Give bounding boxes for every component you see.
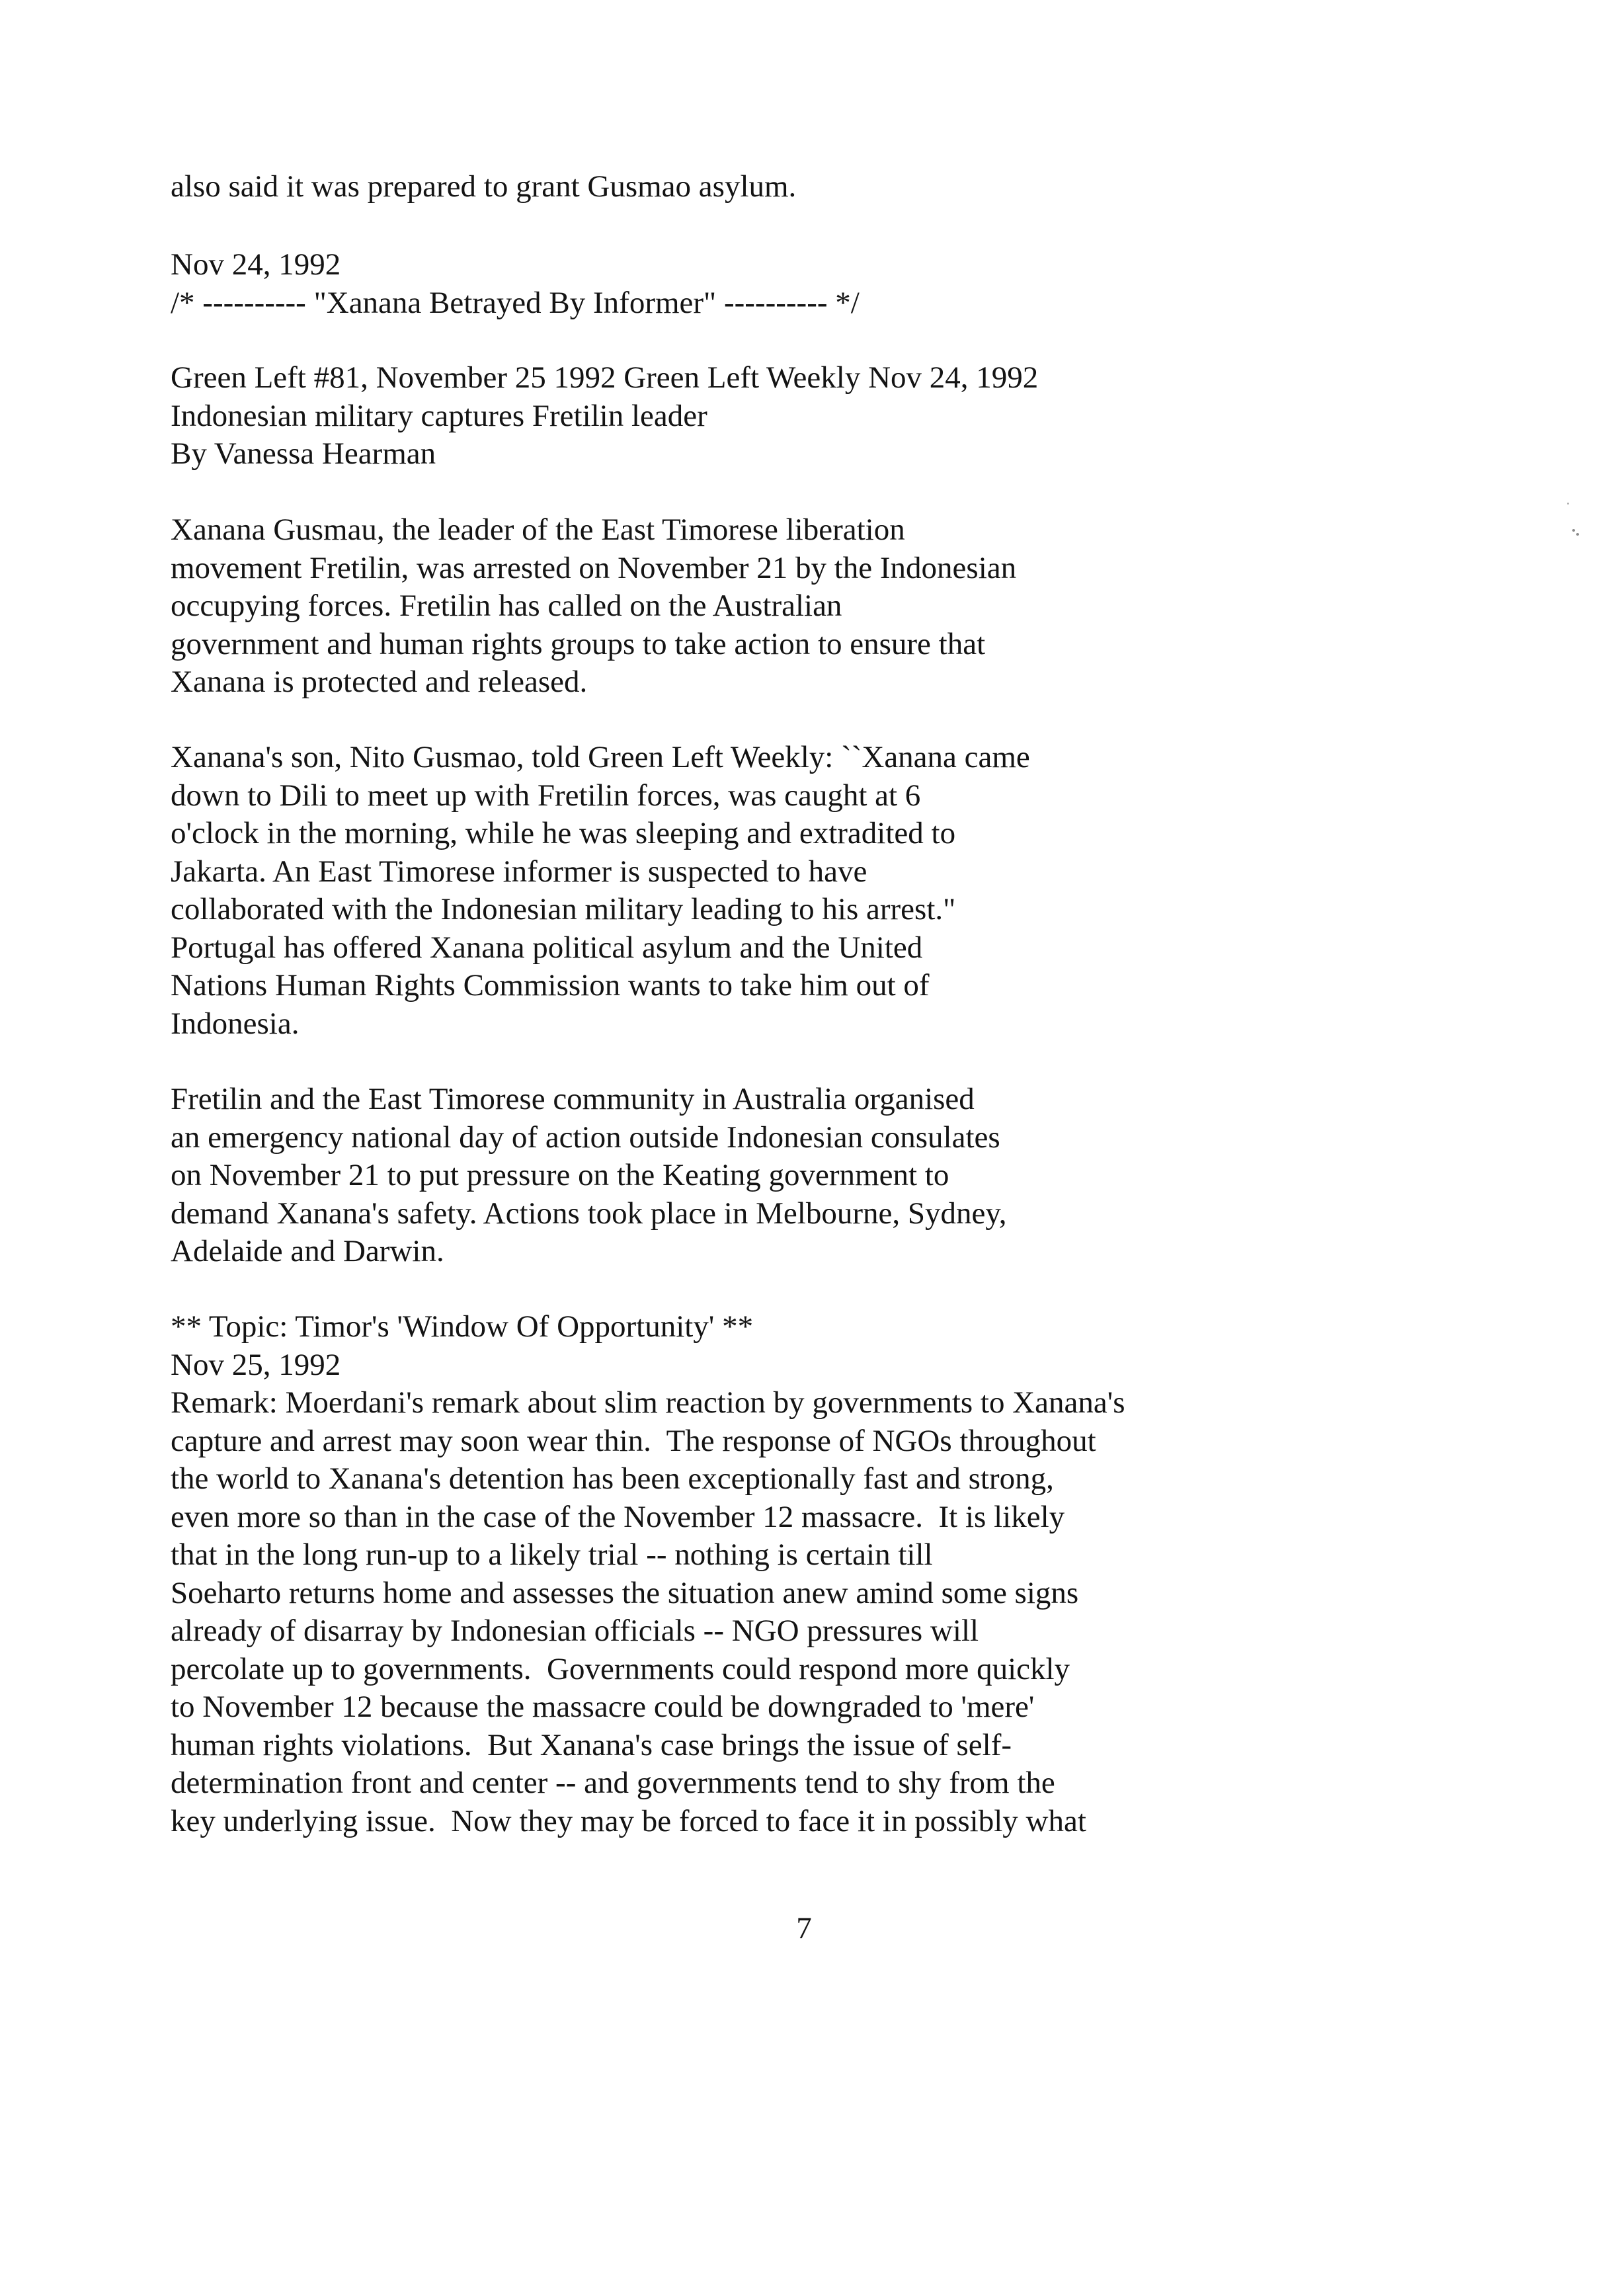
article-date: Nov 24, 1992 xyxy=(171,247,341,282)
text-line: already of disarray by Indonesian officials -- NGO pressures will xyxy=(171,1614,979,1648)
text-line: collaborated with the Indonesian military leading to his arrest." xyxy=(171,892,956,926)
text-line: demand Xanana's safety. Actions took place in Melbourne, Sydney, xyxy=(171,1196,1007,1231)
text-line: an emergency national day of action outside Indonesian consulates xyxy=(171,1120,1000,1155)
text-line: Nations Human Rights Commission wants to take him out of xyxy=(171,968,930,1003)
text-line: to November 12 because the massacre could be downgraded to 'mere' xyxy=(171,1690,1035,1724)
text-line: Fretilin and the East Timorese community in Australia organised xyxy=(171,1082,975,1116)
text-line: that in the long run-up to a likely trial -- nothing is certain till xyxy=(171,1538,933,1572)
text-line: Adelaide and Darwin. xyxy=(171,1234,444,1268)
text-line: movement Fretilin, was arrested on November 21 by the Indonesian xyxy=(171,550,1017,585)
text-line: Jakarta. An East Timorese informer is suspected to have xyxy=(171,854,867,889)
text-line: key underlying issue. Now they may be forced to face it in possibly what xyxy=(171,1803,1086,1838)
paragraph-3 xyxy=(171,1081,1427,1271)
text-line: o'clock in the morning, while he was sleeping and extradited to xyxy=(171,816,956,850)
text-line: capture and arrest may soon wear thin. The response of NGOs throughout xyxy=(171,1423,1096,1458)
text-line: Xanana's son, Nito Gusmao, told Green Left Weekly: ``Xanana came xyxy=(171,740,1030,774)
article-byline: By Vanessa Hearman xyxy=(171,436,436,471)
page-number: 7 xyxy=(796,1911,812,1946)
text-line: percolate up to governments. Governments could respond more quickly xyxy=(171,1651,1070,1686)
topic-date: Nov 25, 1992 xyxy=(171,1347,341,1382)
text-line: Soeharto returns home and assesses the situation anew amind some signs xyxy=(171,1575,1079,1610)
text-line: Xanana Gusmau, the leader of the East Timorese liberation xyxy=(171,512,905,547)
scan-speck xyxy=(1567,503,1569,505)
paragraph-1 xyxy=(171,511,1427,702)
scan-speck xyxy=(1576,533,1579,536)
text-line: even more so than in the case of the November 12 massacre. It is likely xyxy=(171,1499,1065,1534)
intro-line xyxy=(171,168,1427,206)
text-line: human rights violations. But Xanana's case brings the issue of self- xyxy=(171,1727,1012,1762)
article-meta xyxy=(171,359,1427,473)
text-line: down to Dili to meet up with Fretilin forces, was caught at 6 xyxy=(171,778,921,813)
text-line: Xanana is protected and released. xyxy=(171,665,588,699)
text-line: on November 21 to put pressure on the Keating government to xyxy=(171,1158,949,1192)
text-line: Portugal has offered Xanana political asylum and the United xyxy=(171,930,923,965)
topic-heading: ** Topic: Timor's 'Window Of Opportunity' ** xyxy=(171,1309,754,1344)
text-line: Remark: Moerdani's remark about slim reaction by governments to Xanana's xyxy=(171,1385,1125,1420)
text-line: government and human rights groups to take action to ensure that xyxy=(171,626,986,661)
text-line: occupying forces. Fretilin has called on the Australian xyxy=(171,589,842,623)
paragraph-2 xyxy=(171,739,1427,1043)
topic-section xyxy=(171,1308,1427,1840)
text-line: also said it was prepared to grant Gusmao asylum. xyxy=(171,169,797,204)
article-separator: /* ---------- "Xanana Betrayed By Informer" ---------- */ xyxy=(171,285,860,320)
scan-speck xyxy=(1572,529,1575,532)
article-headline: Indonesian military captures Fretilin leader xyxy=(171,398,707,433)
text-line: determination front and center -- and governments tend to shy from the xyxy=(171,1766,1055,1800)
article-source: Green Left #81, November 25 1992 Green Left Weekly Nov 24, 1992 xyxy=(171,360,1039,395)
text-line: Indonesia. xyxy=(171,1006,300,1041)
text-line: the world to Xanana's detention has been exceptionally fast and strong, xyxy=(171,1461,1054,1496)
article-header xyxy=(171,246,1427,322)
